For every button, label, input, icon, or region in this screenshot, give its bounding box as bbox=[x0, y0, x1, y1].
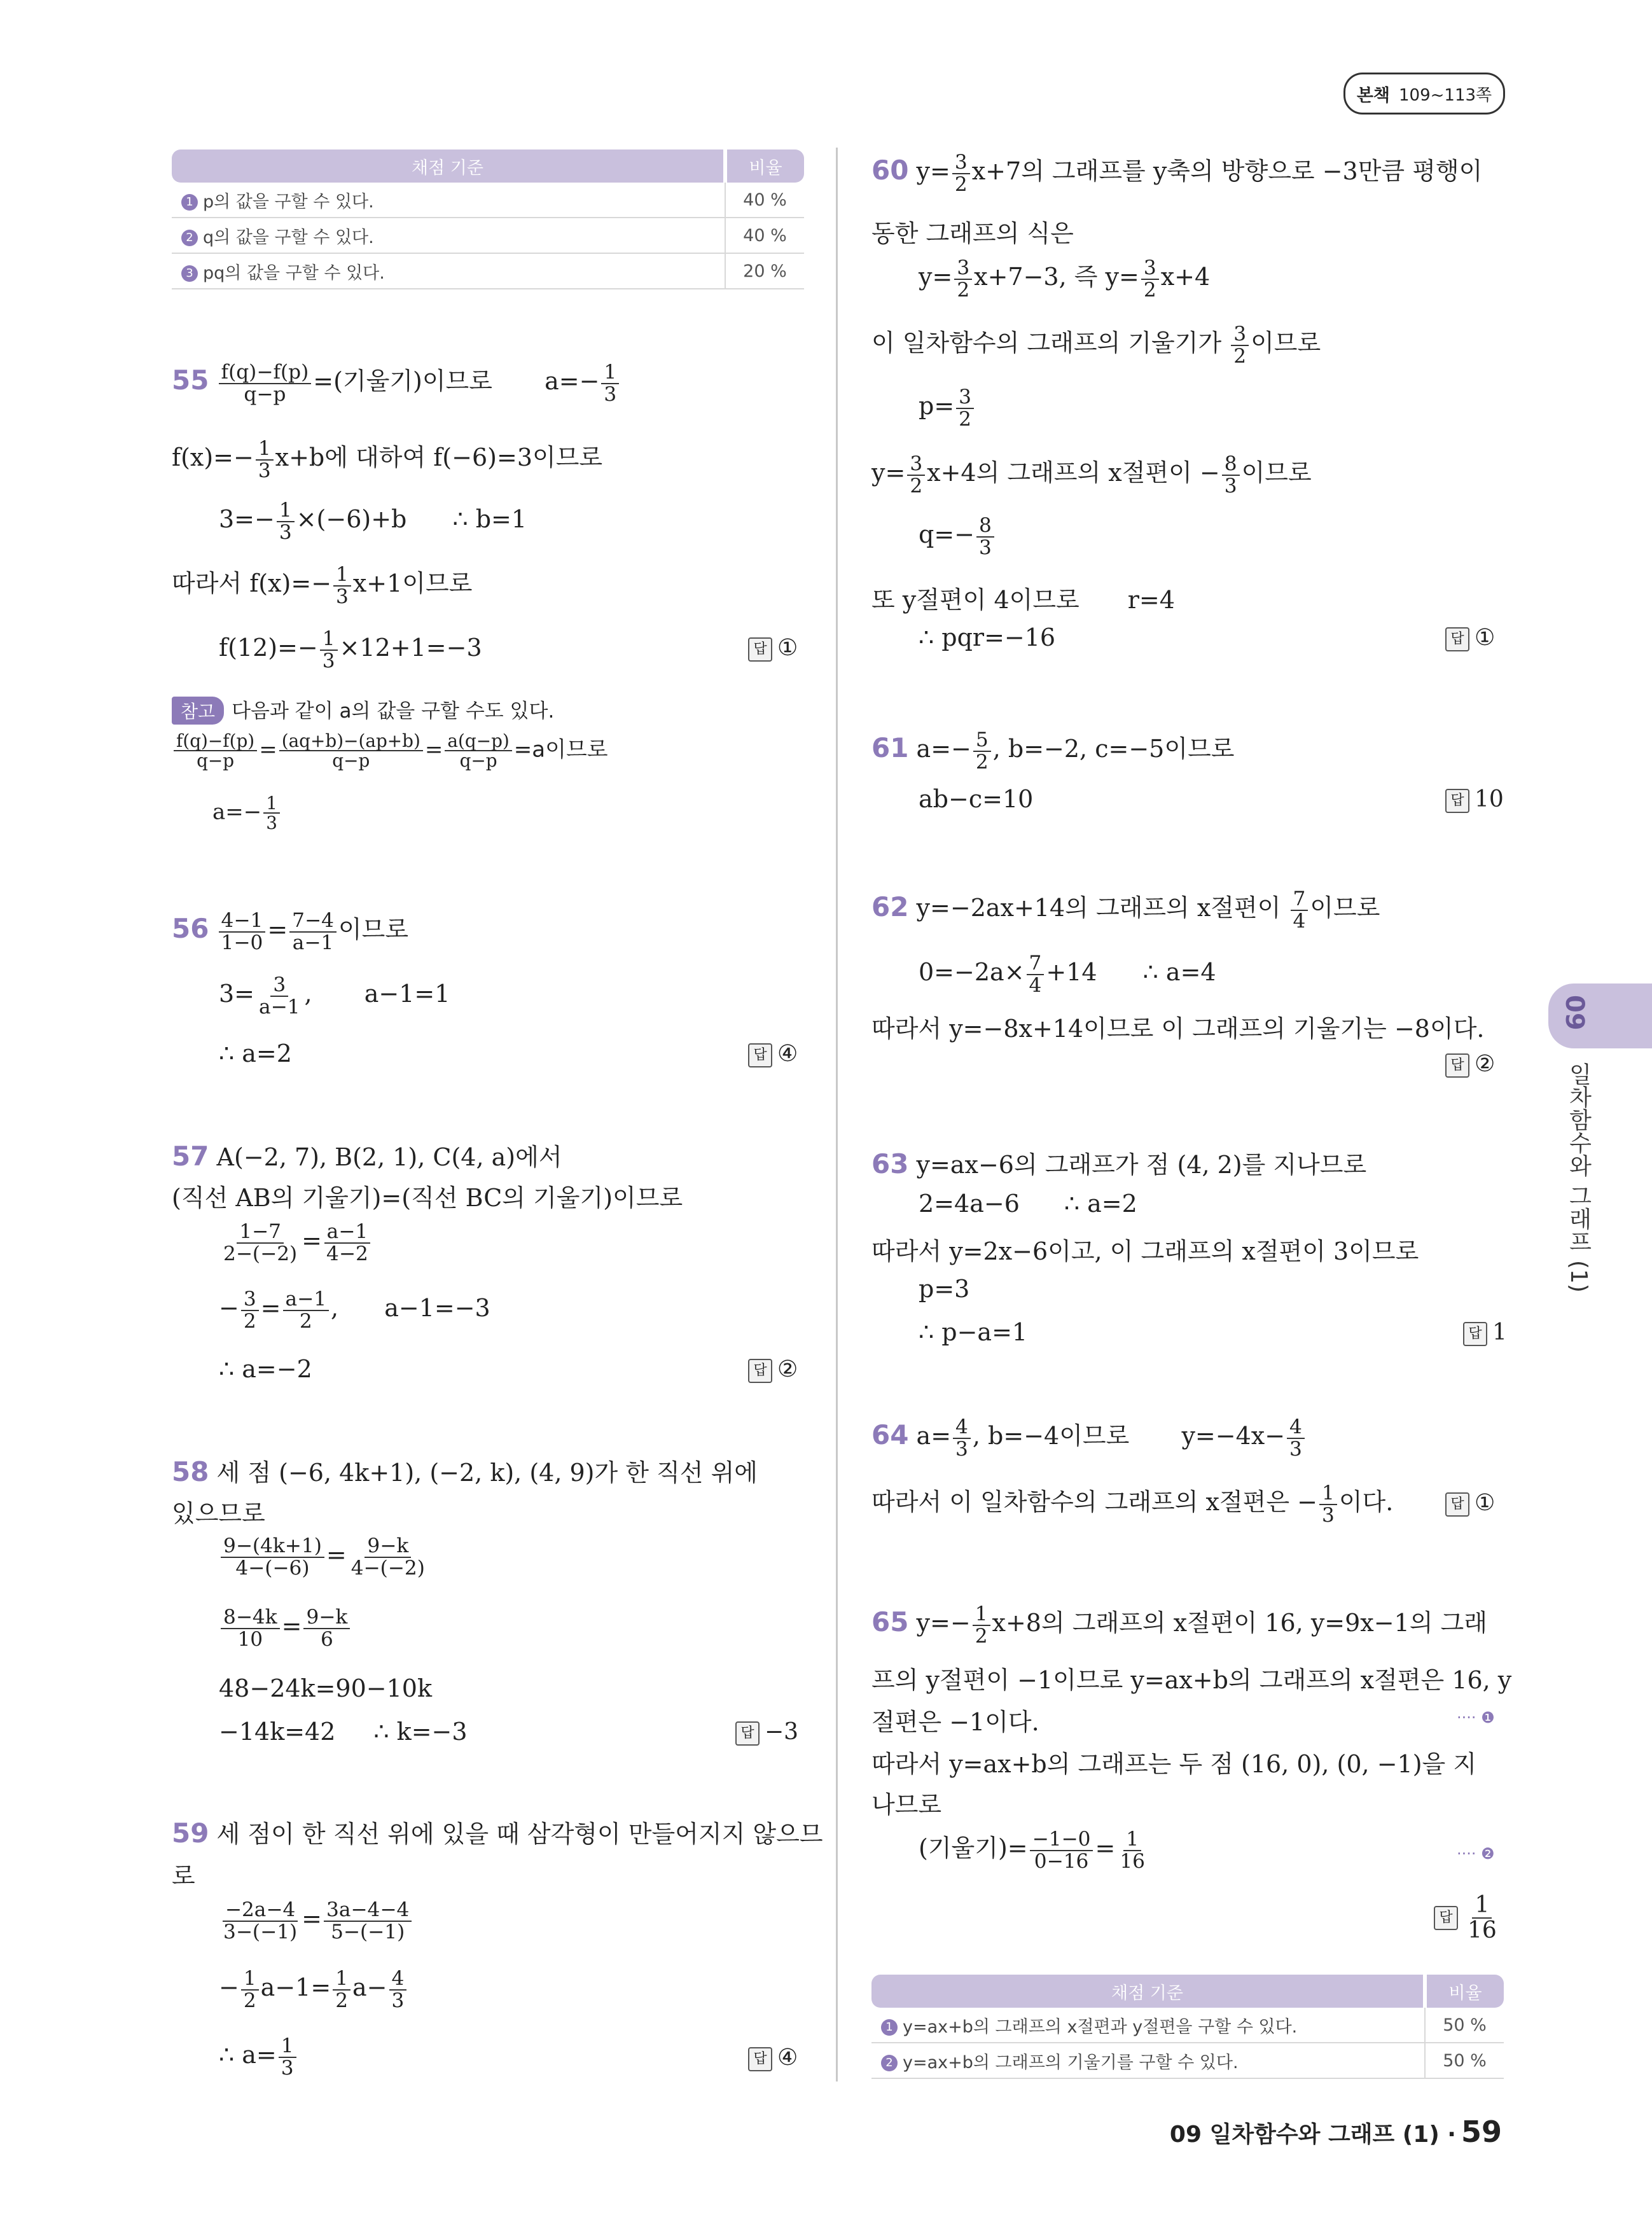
answer-icon: 답 bbox=[1445, 789, 1469, 813]
answer-58: 답 −3 bbox=[735, 1719, 798, 1746]
answer-65: 답 $\frac{1}{16}$ bbox=[1434, 1893, 1501, 1943]
answer-icon: 답 bbox=[748, 1043, 772, 1067]
table-row: 1 p의 값을 구할 수 있다. 40 % bbox=[172, 183, 804, 218]
table-head-criteria: 채점 기준 bbox=[172, 149, 725, 183]
answer-57: 답 ② bbox=[748, 1356, 798, 1383]
answer-61: 답 10 bbox=[1445, 786, 1504, 813]
table-row: 3 pq의 값을 구할 수 있다. 20 % bbox=[172, 253, 804, 289]
answer-icon: 답 bbox=[1445, 627, 1469, 651]
chapter-tab[interactable] bbox=[1548, 983, 1652, 1048]
note-tag: 참고 bbox=[172, 697, 224, 725]
chapter-title: 일차함수와 그래프 (1) bbox=[1565, 1062, 1592, 1293]
answer-icon: 답 bbox=[1434, 1906, 1458, 1930]
page-number: 59 bbox=[1461, 2115, 1502, 2149]
answer-icon: 답 bbox=[1463, 1322, 1487, 1346]
answer-icon: 답 bbox=[748, 1359, 772, 1383]
table-head-ratio: 비율 bbox=[725, 149, 804, 183]
grading-table-1 bbox=[172, 149, 804, 289]
answer-icon: 답 bbox=[1445, 1492, 1469, 1517]
table-row: 1 y=ax+b의 그래프의 x절편과 y절편을 구할 수 있다. 50 % bbox=[871, 2008, 1504, 2043]
step-marker-2: ···· ❷ bbox=[1457, 1845, 1495, 1863]
answer-icon: 답 bbox=[1445, 1053, 1469, 1078]
table-head-ratio: 비율 bbox=[1425, 1975, 1504, 2008]
answer-62: 답 ② bbox=[1445, 1051, 1495, 1078]
page-footer bbox=[1170, 2115, 1502, 2149]
footer-text: 09 일차함수와 그래프 (1) · bbox=[1169, 2122, 1456, 2148]
answer-64: 답 ① bbox=[1445, 1490, 1495, 1517]
column-divider bbox=[836, 148, 838, 2082]
step-marker-1: ···· ❶ bbox=[1457, 1709, 1495, 1727]
answer-63: 답 1 bbox=[1463, 1319, 1507, 1346]
answer-icon: 답 bbox=[735, 1721, 760, 1746]
page-range-badge bbox=[1343, 73, 1505, 115]
answer-icon: 답 bbox=[748, 637, 772, 662]
badge-label: 본책 bbox=[1356, 85, 1390, 106]
grading-table-2 bbox=[871, 1975, 1504, 2079]
answer-icon: 답 bbox=[748, 2047, 772, 2071]
answer-60: 답 ① bbox=[1445, 625, 1495, 651]
badge-pages: 109~113쪽 bbox=[1399, 85, 1492, 105]
table-row: 2 q의 값을 구할 수 있다. 40 % bbox=[172, 218, 804, 253]
chapter-number: 09 bbox=[1560, 995, 1589, 1031]
table-row: 2 y=ax+b의 그래프의 기울기를 구할 수 있다. 50 % bbox=[871, 2043, 1504, 2078]
answer-59: 답 ④ bbox=[748, 2045, 798, 2071]
answer-56: 답 ④ bbox=[748, 1041, 798, 1067]
table-head-criteria: 채점 기준 bbox=[871, 1975, 1425, 2008]
answer-55: 답 ① bbox=[748, 635, 798, 662]
